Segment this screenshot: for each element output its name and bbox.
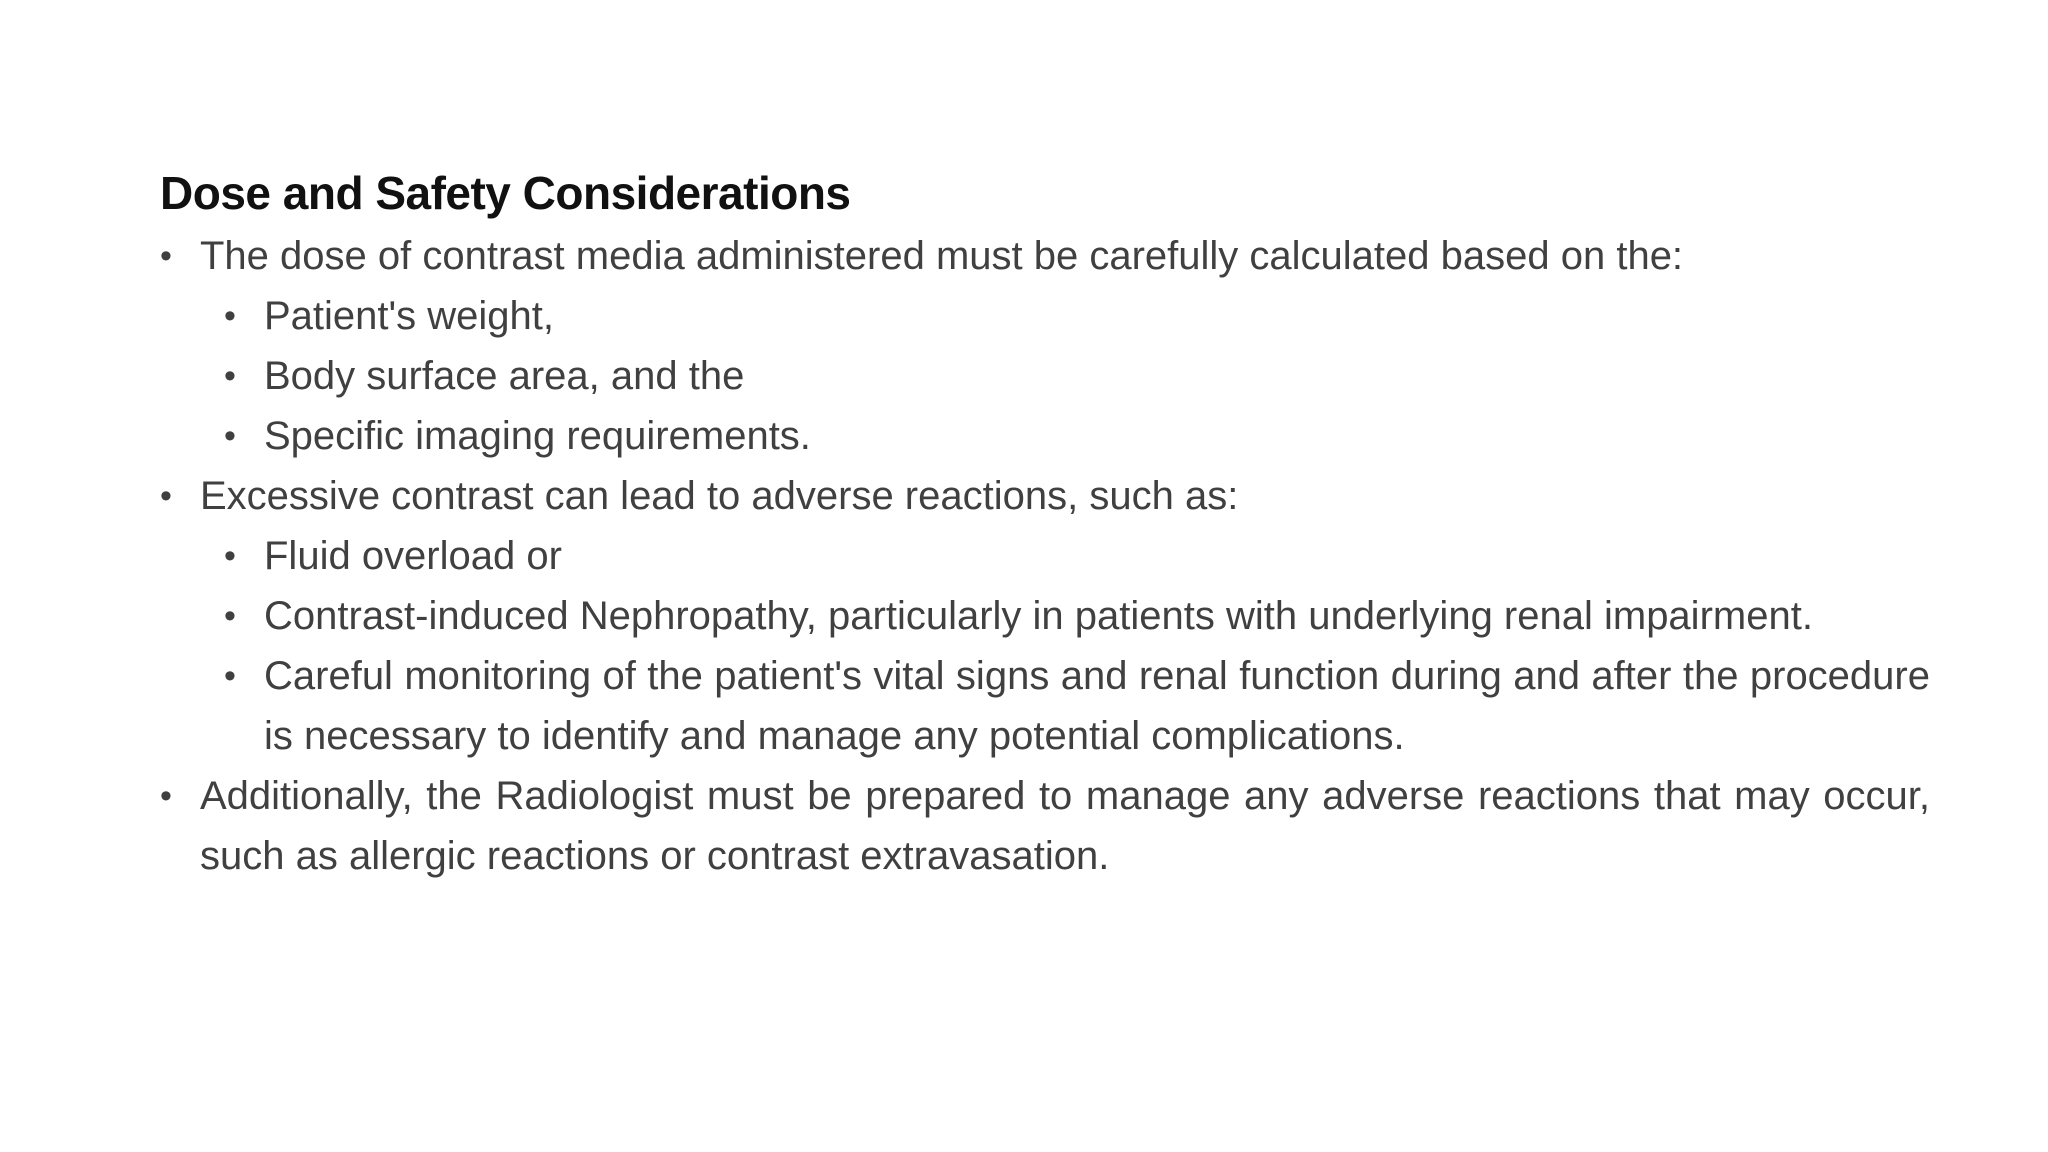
bullet-text: The dose of contrast media administered must be carefully calculated based on the: [200, 234, 1684, 278]
bullet-text: Excessive contrast can lead to adverse reactions, such as: [200, 474, 1239, 518]
sub-bullet-item [224, 646, 1930, 766]
bullet-dot-icon: • [224, 417, 236, 455]
bullet-item-additionally [160, 766, 1930, 886]
sub-bullet-text: Patient's weight, [264, 294, 555, 338]
bullet-dot-icon: • [160, 237, 172, 275]
sub-bullet-text: Fluid overload or [264, 534, 562, 578]
bullet-item-excessive-contrast [160, 466, 1930, 766]
sub-bullet-text: Contrast-induced Nephropathy, particularly in patients with underlying renal impairment. [264, 594, 1813, 638]
bullet-dot-icon: • [160, 777, 172, 815]
sub-bullet-item [224, 286, 1930, 346]
sub-bullet-item [224, 526, 1930, 586]
bullet-dot-icon: • [224, 357, 236, 395]
slide-content [160, 160, 1930, 886]
slide-title: Dose and Safety Considerations [160, 167, 851, 219]
bullet-list [160, 226, 1930, 886]
sub-bullet-list [224, 286, 1930, 466]
sub-bullet-text: Specific imaging requirements. [264, 414, 811, 458]
sub-bullet-text: Careful monitoring of the patient's vital signs and renal function during and after the procedure is necessary to identify and manage any potential complications. [264, 654, 1930, 758]
sub-bullet-item [224, 586, 1930, 646]
bullet-dot-icon: • [224, 537, 236, 575]
bullet-item-dose [160, 226, 1930, 466]
bullet-dot-icon: • [224, 657, 236, 695]
bullet-dot-icon: • [224, 597, 236, 635]
bullet-dot-icon: • [160, 477, 172, 515]
sub-bullet-item [224, 346, 1930, 406]
bullet-dot-icon: • [224, 297, 236, 335]
sub-bullet-text: Body surface area, and the [264, 354, 745, 398]
sub-bullet-list [224, 526, 1930, 766]
sub-bullet-item [224, 406, 1930, 466]
bullet-text: Additionally, the Radiologist must be prepared to manage any adverse reactions that may occur, such as allergic reactions or contrast extravasation. [200, 774, 1930, 878]
